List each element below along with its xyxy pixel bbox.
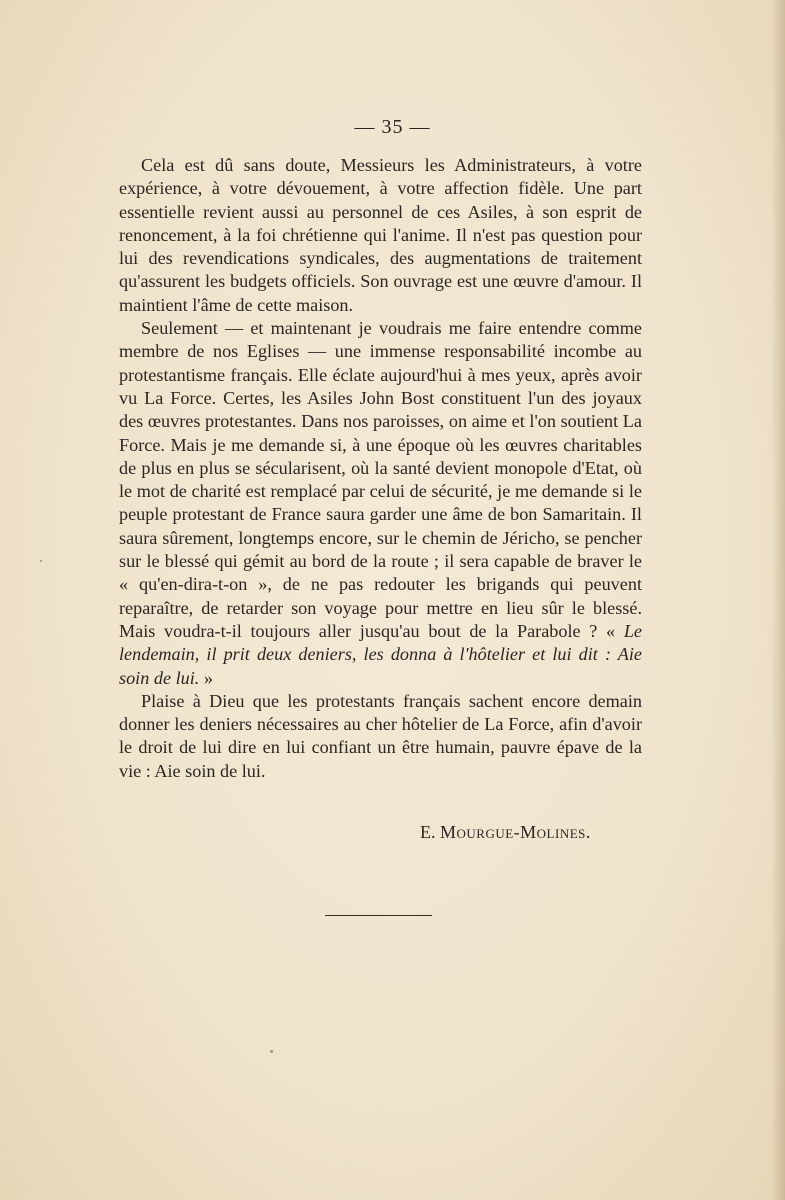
paper-speck	[270, 1050, 273, 1053]
paper-speck	[40, 560, 42, 562]
article-body	[119, 154, 642, 783]
author-name: Mourgue-Molines.	[440, 822, 591, 842]
paragraph-2	[119, 317, 642, 690]
page-number: — 35 —	[354, 116, 431, 138]
author-initial: E.	[420, 822, 436, 842]
paragraph-2-close-quote: »	[199, 667, 213, 688]
closing-rule	[325, 915, 432, 916]
author-signature	[420, 822, 591, 843]
paragraph-2-text: Seulement — et maintenant je voudrais me faire entendre comme membre de nos Eglises — une immense responsabilité incombe au protestantisme français. Elle éclate aujourd'hui à mes yeux, après avoir vu La Force. Certes, les Asiles John Bost constituent l'un des joyaux des œuvres protestantes. Dans nos paroisses, on aime et l'on soutient La Force. Mais je me demande si, à une époque où les œuvres charitables de plus en plus se sécularisent, où la santé devient monopole d'Etat, où le mot de charité est remplacé par celui de sécurité, je me demande si le peuple protestant de France saura garder une âme de bon Samaritain. Il saura sûrement, longtemps encore, sur le chemin de Jéricho, se pencher sur le blessé qui gémit au bord de la route ; il sera capable de braver le « qu'en-dira-t-on », de ne pas redouter les brigands qui peuvent reparaître, de retarder son voyage pour mettre en lieu sûr le blessé. Mais voudra-t-il toujours aller jusqu'au bout de la Parabole ? «	[119, 318, 642, 641]
page-edge-shadow	[771, 0, 785, 1200]
parable-quote: Le lendemain, il prit deux deniers, les donna à l'hôtelier et lui dit : Aie soin de lui.	[119, 620, 642, 688]
paragraph-3: Plaise à Dieu que les protestants français sachent encore demain donner les deniers nécessaires au cher hôtelier de La Force, afin d'avoir le droit de lui dire en lui confiant un être humain, pauvre épave de la vie : Aie soin de lui.	[119, 690, 642, 781]
paragraph-1: Cela est dû sans doute, Messieurs les Administrateurs, à votre expérience, à votre dévouement, à votre affection fidèle. Une part essentielle revient aussi au personnel de ces Asiles, à son esprit de renoncement, à la foi chrétienne qui l'anime. Il n'est pas question pour lui des revendications syndicales, des augmentations de traitement qu'assurent les budgets officiels. Son ouvrage est une œuvre d'amour. Il maintient l'âme de cette maison.	[119, 155, 642, 315]
